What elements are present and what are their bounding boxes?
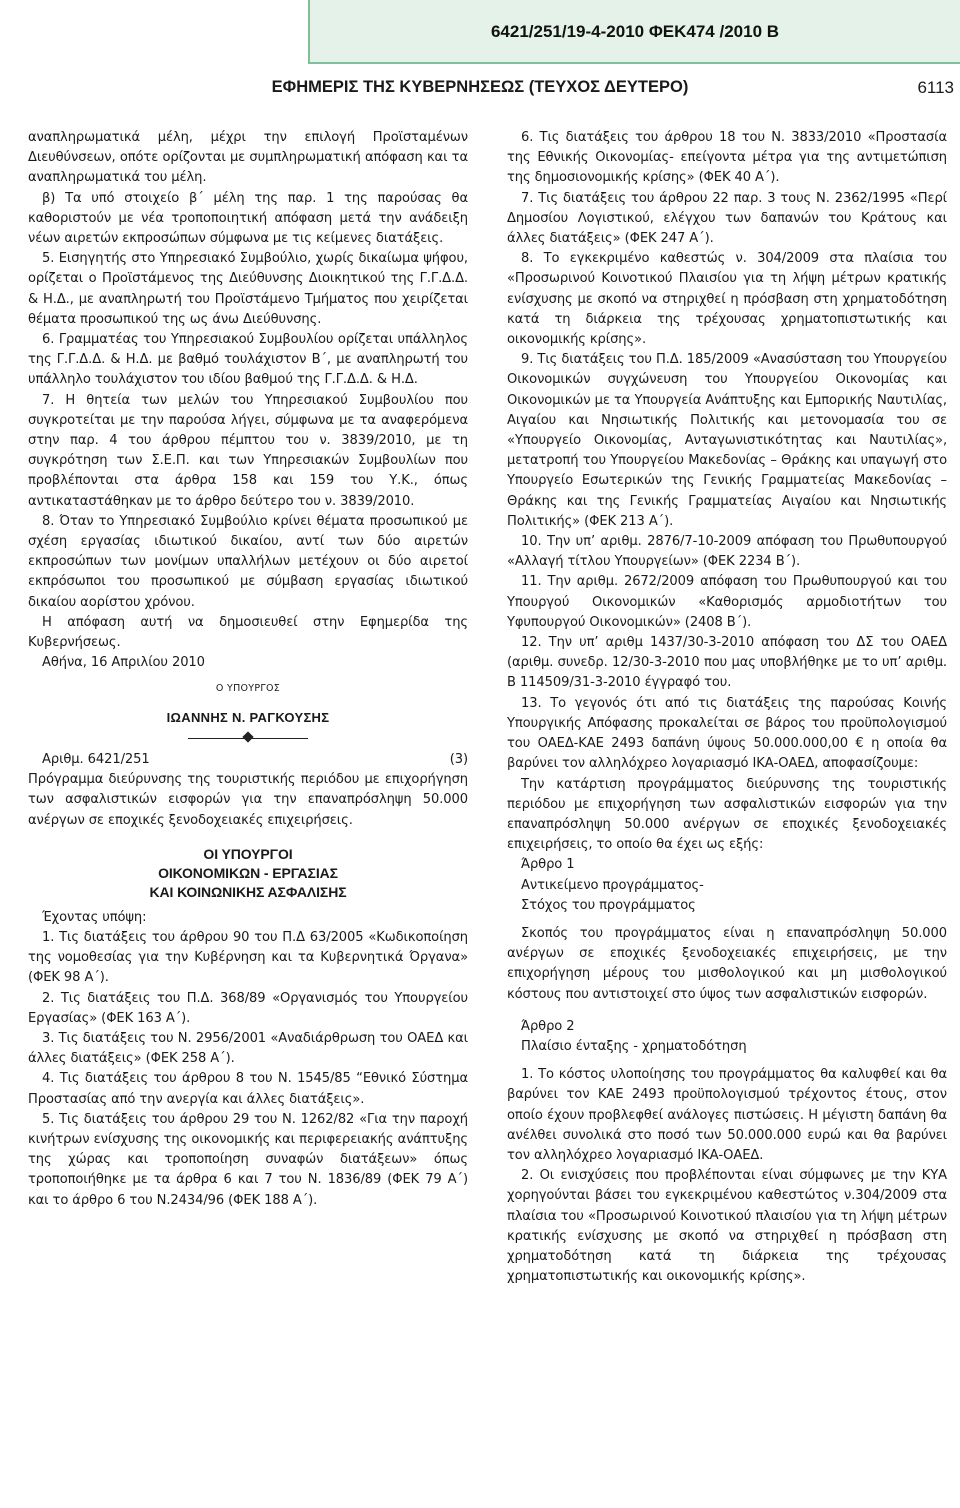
signer-role: Ο ΥΠΟΥΡΓΟΣ <box>215 683 281 695</box>
consideration: 6. Τις διατάξεις του άρθρου 18 του Ν. 3833/2010 «Προστασία της Εθνικής Οικονομίας- επείγοντα μέτρα για της αντιμετώπιση της δημοσιονομικής κρίσης» (ΦΕΚ 40 Α΄). <box>507 130 947 186</box>
left-column <box>28 128 468 1211</box>
article-2-subtitle: Πλαίσιο ένταξης - χρηματοδότηση <box>521 1038 747 1054</box>
consideration: 12. Την υπ’ αριθμ 1437/30-3-2010 απόφαση του ΔΣ του ΟΑΕΔ (αριθμ. συνεδρ. 12/30-3-2010 που μας υποβλήθηκε με το υπ’ αριθμ. Β 114509/31-3-2010 έγγραφό του. <box>507 635 947 691</box>
consideration: 8. Το εγκεκριμένο καθεστώς ν. 304/2009 στα πλαίσια του «Προσωρινού Κοινοτικού Πλαισίου για τη λήψη μέτρων κρατικής ενίσχυσης με σκοπό να στηριχθεί η πρόσβαση στη χρηματοδότηση κατά τη διάρκεια της τρέχουσας χρηματοπιστωτικής και οικονομικής κρίσης». <box>507 251 947 348</box>
place-date: Αθήνα, 16 Απριλίου 2010 <box>42 655 205 671</box>
paragraph: 5. Εισηγητής στο Υπηρεσιακό Συμβούλιο, χωρίς δικαίωμα ψήφου, ορίζεται ο Προϊστάμενος της Διεύθυνσης Διοικητικού της Γ.Γ.Δ.Δ. & Η.Δ., με αναπληρωτή του Προϊστάμενο Τμήματος που χειρίζεται θέματα προσωπικού της ως άνω Διεύθυνσης. <box>28 251 468 327</box>
article-1-subtitle: Αντικείμενο προγράμματος- <box>521 877 704 893</box>
decision-ref: (3) <box>449 751 468 767</box>
consideration: 9. Τις διατάξεις του Π.Δ. 185/2009 «Ανασύσταση του Υπουργείου Οικονομικών συγχώνευση του Υπουργείου Οικονομίας και Οικονομικών με τα Υπουργεία Ανάπτυξης και Εμπορικής Ναυτιλίας, Αιγαίου και Νησιωτικής Πολιτικής και μετονομασία του σε «Υπουργείο Οικονομίας, Ανταγωνιστικότητας και Ναυτιλίας», μετατροπή του Υπουργείου Μακεδονίας – Θράκης και υπαγωγή στο Υπουργείο Εσωτερικών της Γενικής Γραμματείας Μακεδονίας – Θράκης και της Γενικής Γραμματείας Αιγαίου και Νησιωτικής Πολιτικής» (ΦΕΚ 213 Α΄). <box>507 352 947 529</box>
running-header <box>0 70 960 104</box>
article-2-paragraph: 1. Το κόστος υλοποίησης του προγράμματος θα καλυφθεί και θα βαρύνει τον ΚΑΕ 2493 προϋπολογισμού τρέχοντος έτους, στον οποίο έχουν προβλεφθεί ανάλογες πιστώσεις. Η μέγιστη δαπάνη θα ανέλθει συνολικά στο ποσό των 50.000.000 ευρώ και θα βαρύνει τον αλληλόχρεο λογαριασμό ΙΚΑ-ΟΑΕΔ. <box>507 1067 947 1163</box>
consideration: 4. Τις διατάξεις του άρθρου 8 του Ν. 1545/85 “Εθνικό Σύστημα Προστασίας από την ανεργία και άλλες διατάξεις». <box>28 1071 468 1107</box>
ministers-line: ΟΙΚΟΝΟΜΙΚΩΝ - ΕΡΓΑΣΙΑΣ <box>158 864 338 881</box>
ministers-heading <box>28 845 468 902</box>
having-regard: Έχοντας υπόψη: <box>42 909 147 925</box>
consideration: 10. Την υπ’ αριθμ. 2876/7-10-2009 απόφαση του Πρωθυπουργού «Αλλαγή τίτλου Υπουργείων» (ΦΕΚ 2234 Β΄). <box>507 534 947 570</box>
paragraph: 6. Γραμματέας του Υπηρεσιακού Συμβουλίου ορίζεται υπάλληλος της Γ.Γ.Δ.Δ. & Η.Δ. με βαθμό τουλάχιστον Β΄, με αναπληρωτή του υπάλληλο τουλάχιστον του ιδίου βαθμού της Γ.Γ.Δ.Δ. & Η.Δ. <box>28 332 468 388</box>
article-2-paragraph: 2. Οι ενισχύσεις που προβλέπονται είναι σύμφωνες με την ΚΥΑ χορηγούνται βάσει του εγκεκριμένου καθεστώτος ν.304/2009 στα πλαίσια του «Προσωρινού Κοινοτικού πλαισίου για τη λήψη μέτρων κρατικής ενίσχυσης με σκοπό να στηριχθεί η πρόσβαση στη χρηματοδότηση κατά τη διάρκεια της τρέχουσας χρηματοπιστωτικής και οικονομικής κρίσης». <box>507 1168 947 1285</box>
decision-number: Αριθμ. 6421/251 <box>42 751 150 767</box>
paragraph: Η απόφαση αυτή να δημοσιευθεί στην Εφημερίδα της Κυβερνήσεως. <box>28 614 468 651</box>
paragraph: 7. Η θητεία των μελών του Υπηρεσιακού Συμβουλίου που συγκροτείται με την παρούσα λήγει, σύμφωνα με τα αναφερόμενα στην παρ. 4 του άρθρου πέμπτου του ν. 3839/2010, με τη συγκρότηση των Σ.Ε.Π. και των Υπηρεσιακών Συμβουλίων που προβλέπονται στα άρθρα 158 και 159 του Υ.Κ., όπως αντικαταστάθηκαν με το άρθρο δεύτερο του ν. 3839/2010. <box>28 392 468 509</box>
signer-name: ΙΩΑΝΝΗΣ Ν. ΡΑΓΚΟΥΣΗΣ <box>166 709 330 725</box>
section-divider <box>188 728 308 750</box>
page-number: 6113 <box>917 78 954 97</box>
paragraph: 8. Όταν το Υπηρεσιακό Συμβούλιο κρίνει θέματα προσωπικού με σχέση εργασίας ιδιωτικού δικαίου, αντί των δύο αιρετών εκπροσώπων των μονίμων υπαλλήλων μετέχουν οι δύο αιρετοί εκπρόσωποι του προσωπικού με σύμβαση εργασίας ιδιωτικού δικαίου αορίστου χρόνου. <box>28 513 468 610</box>
gazette-title: ΕΦΗΜΕΡΙΣ ΤΗΣ ΚΥΒΕΡΝΗΣΕΩΣ (ΤΕΥΧΟΣ ΔΕΥΤΕΡΟ) <box>271 78 689 96</box>
ministers-line: ΟΙ ΥΠΟΥΡΓΟΙ <box>203 845 293 862</box>
right-column <box>507 128 947 1287</box>
consideration: 1. Τις διατάξεις του άρθρου 90 του Π.Δ 63/2005 «Κωδικοποίηση της νομοθεσίας για την Κυβέρνηση και τα Κυβερνητικά Όργανα» (ΦΕΚ 98 Α΄). <box>28 929 468 986</box>
article-1-heading: Άρθρο 1 <box>521 857 575 873</box>
article-1-subtitle: Στόχος του προγράμματος <box>521 897 696 913</box>
stamp-code: 6421/251/19-4-2010 ΦΕΚ474 /2010 B <box>490 22 780 41</box>
consideration: 2. Τις διατάξεις του Π.Δ. 368/89 «Οργανισμός του Υπουργείου Εργασίας» (ΦΕΚ 163 Α΄). <box>28 990 468 1026</box>
consideration: 3. Τις διατάξεις του Ν. 2956/2001 «Αναδιάρθρωση του ΟΑΕΔ και άλλες διατάξεις» (ΦΕΚ 258 Α΄). <box>28 1030 468 1067</box>
document-stamp <box>308 0 960 64</box>
ministers-line: ΚΑΙ ΚΟΙΝΩΝΙΚΗΣ ΑΣΦΑΛΙΣΗΣ <box>149 883 347 900</box>
decision-number-row <box>28 750 468 770</box>
decision-intro: Την κατάρτιση προγράμματος διεύρυνσης της τουριστικής περιόδου με επιχορήγηση των ασφαλιστικών εισφορών για την επαναπρόσληψη 50.000 ανέργων σε εποχικές ξενοδοχειακές επιχειρήσεις, το οποίο θα έχει ως εξής: <box>507 776 947 853</box>
paragraph: β) Τα υπό στοιχείο β΄ μέλη της παρ. 1 της παρούσας θα καθοριστούν με νέα τροποποιητική απόφαση μετά την ανάδειξη νέων αιρετών εκπροσώπων σύμφωνα με τις κείμενες διατάξεις. <box>28 190 468 247</box>
decision-title: Πρόγραμμα διεύρυνσης της τουριστικής περιόδου με επιχορήγηση των ασφαλιστικών εισφορών για την επαναπρόσληψη 50.000 ανέργων σε εποχικές ξενοδοχειακές επιχειρήσεις. <box>28 772 468 828</box>
consideration: 11. Την αριθμ. 2672/2009 απόφαση του Πρωθυπουργού και του Υπουργού Οικονομικών «Καθορισμός αρμοδιοτήτων του Υφυπουργού Οικονομικών» (2408 Β΄). <box>507 574 947 630</box>
article-2-heading: Άρθρο 2 <box>521 1018 575 1034</box>
article-1-text: Σκοπός του προγράμματος είναι η επαναπρόσληψη 50.000 ανέργων σε εποχικές ξενοδοχειακές επιχειρήσεις, με την επιχορήγηση μέρους του μισθολογικού και μη μισθολογικού κόστους που αντιστοιχεί στο ύψος των ασφαλιστικών εισφορών. <box>507 925 947 1002</box>
consideration: 5. Τις διατάξεις του άρθρου 29 του Ν. 1262/82 «Για την παροχή κινήτρων ενίσχυσης της οικονομικής και περιφερειακής ανάπτυξης της χώρας και τροποποίηση συναφών διατάξεων» όπως τροποποιήθηκε με τα άρθρα 6 και 7 του Ν. 1836/89 (ΦΕΚ 79 Α΄) και το άρθρο 6 του Ν.2434/96 (ΦΕΚ 188 Α΄). <box>28 1111 468 1208</box>
diamond-icon <box>242 731 253 742</box>
consideration: 7. Τις διατάξεις του άρθρου 22 παρ. 3 τους Ν. 2362/1995 «Περί Δημοσίου Λογιστικού, ελέγχου των δαπανών του Κράτους και άλλες διατάξεις» (ΦΕΚ 247 Α΄). <box>507 190 947 247</box>
paragraph: αναπληρωματικά μέλη, μέχρι την επιλογή Προϊσταμένων Διευθύνσεων, οπότε ορίζονται με συμπληρωματική απόφαση και τα αναπληρωματικά του μέλη. <box>28 130 468 186</box>
consideration: 13. Το γεγονός ότι από τις διατάξεις της παρούσας Κοινής Υπουργικής Απόφασης προκαλείται σε βάρος του προϋπολογισμού του ΟΑΕΔ-ΚΑΕ 2493 δαπάνη ύψους 50.000.000,00 € η οποία θα βαρύνει τον αλληλόχρεο λογαριασμό ΙΚΑ-ΟΑΕΔ, αποφασίζουμε: <box>507 695 947 772</box>
